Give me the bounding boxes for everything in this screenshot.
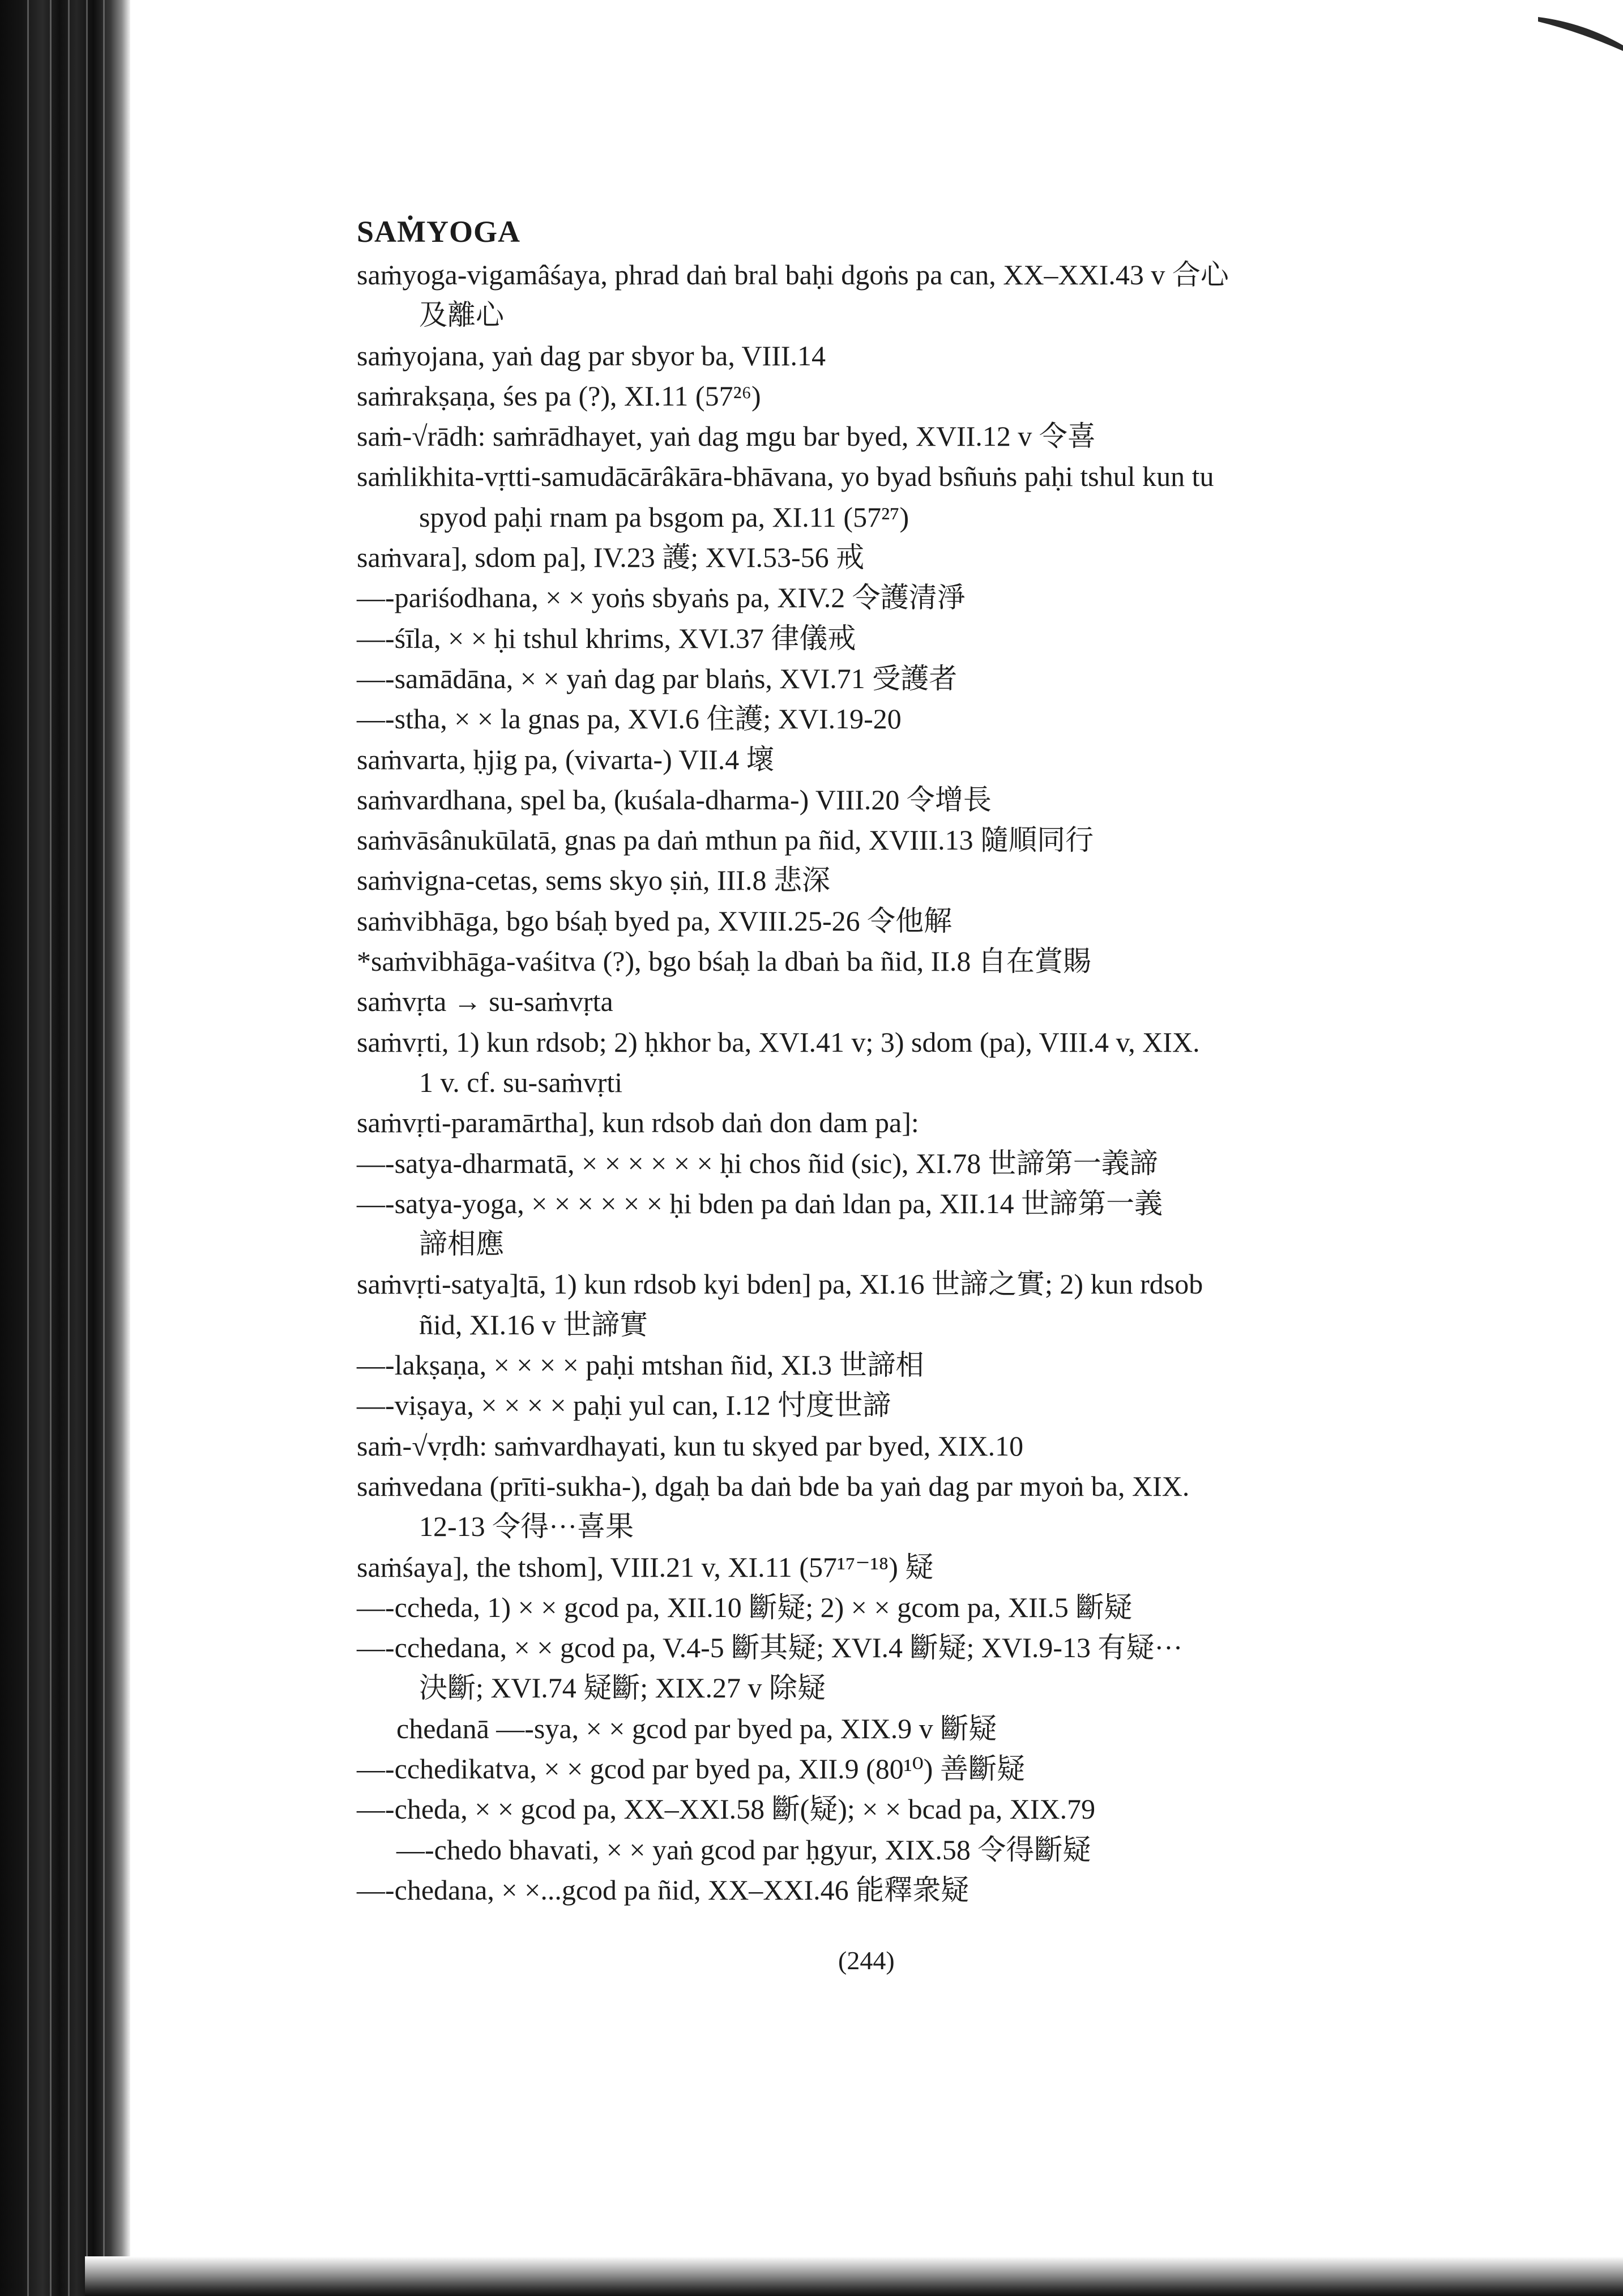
entry-line: —-chedana, × ×...gcod pa ñid, XX–XXI.46 能釋衆疑: [357, 1873, 969, 1906]
entry-line: —-satya-dharmatā, × × × × × × ḥi chos ñid (sic), XI.78 世諦第一義諦: [357, 1147, 1158, 1179]
entry-line: ñid, XI.16 v 世諦實: [419, 1308, 648, 1341]
entry-line: saṁ-√vṛdh: saṁvardhayati, kun tu skyed par byed, XIX.10: [357, 1429, 1024, 1462]
entry-line: —-cchedana, × × gcod pa, V.4-5 斷其疑; XVI.4 斷疑; XVI.9-13 有疑···: [357, 1632, 1183, 1664]
entry-line: saṁśaya], the tshom], VIII.21 v, XI.11 (57¹⁷⁻¹⁸) 疑: [357, 1551, 934, 1583]
entry-line: saṁyoga-vigamâśaya, phrad daṅ bral baḥi dgoṅs pa can, XX–XXI.43 v 合心: [357, 259, 1229, 291]
binding-stripe: [50, 0, 52, 2296]
entry-line: —-cheda, × × gcod pa, XX–XXI.58 斷(疑); × × bcad pa, XIX.79: [357, 1793, 1096, 1825]
entry-line: spyod paḥi rnam pa bsgom pa, XI.11 (57²⁷): [419, 501, 909, 533]
entry-line: 諦相應: [419, 1228, 504, 1260]
entry-line: saṁ-√rādh: saṁrādhayet, yaṅ dag mgu bar byed, XVII.12 v 令喜: [357, 420, 1096, 453]
page-corner-curl: [1538, 11, 1623, 51]
entry-line: —-satya-yoga, × × × × × × ḥi bden pa daṅ ldan pa, XII.14 世諦第一義: [357, 1187, 1163, 1219]
entry-line: saṁvṛti-paramārtha], kun rdsob daṅ don dam pa]:: [357, 1107, 919, 1139]
page-bottom-shadow: [85, 2256, 1623, 2296]
entry-line: —-ccheda, 1) × × gcod pa, XII.10 斷疑; 2) × × gcom pa, XII.5 斷疑: [357, 1591, 1133, 1623]
entry-line: —-śīla, × × ḥi tshul khrims, XVI.37 律儀戒: [357, 622, 856, 654]
entry-line: —-pariśodhana, × × yoṅs sbyaṅs pa, XIV.2 令護清淨: [357, 582, 966, 614]
book-binding-shadow: [0, 0, 130, 2296]
binding-stripe: [27, 0, 29, 2296]
entry-line: 1 v. cf. su-saṁvṛti: [419, 1066, 623, 1098]
binding-stripe: [68, 0, 70, 2296]
entry-line: 及離心: [419, 299, 504, 331]
section-heading: SAṀYOGA: [357, 215, 520, 249]
entry-line: saṁvarta, ḥjig pa, (vivarta-) VII.4 壞: [357, 743, 775, 775]
entry-line: —-viṣaya, × × × × paḥi yul can, I.12 忖度世諦: [357, 1389, 891, 1422]
entry-line: saṁvṛti, 1) kun rdsob; 2) ḥkhor ba, XVI.41 v; 3) sdom (pa), VIII.4 v, XIX.: [357, 1026, 1200, 1058]
binding-stripe: [86, 0, 88, 2296]
entry-line: saṁrakṣaṇa, śes pa (?), XI.11 (57²⁶): [357, 379, 761, 412]
entry-line: saṁvṛta → su-saṁvṛta: [357, 985, 613, 1018]
entry-line: saṁyojana, yaṅ dag par sbyor ba, VIII.14: [357, 339, 826, 372]
entry-line: saṁvāsânukūlatā, gnas pa daṅ mthun pa ñid, XVIII.13 隨順同行: [357, 824, 1094, 856]
entry-line: —-cchedikatva, × × gcod par byed pa, XII.9 (80¹⁰) 善斷疑: [357, 1752, 1025, 1785]
entry-line: —-stha, × × la gnas pa, XVI.6 住護; XVI.19-20: [357, 703, 902, 735]
entry-line: chedanā —-sya, × × gcod par byed pa, XIX.9 v 斷疑: [396, 1712, 997, 1744]
entry-line: *saṁvibhāga-vaśitva (?), bgo bśaḥ la dbaṅ ba ñid, II.8 自在賞賜: [357, 945, 1091, 978]
dictionary-page: [357, 210, 1495, 1910]
entry-line: saṁvedana (prīti-sukha-), dgaḥ ba daṅ bde ba yaṅ dag par myoṅ ba, XIX.: [357, 1470, 1190, 1502]
entry-line: saṁlikhita-vṛtti-samudācārâkāra-bhāvana, yo byad bsñuṅs paḥi tshul kun tu: [357, 460, 1214, 493]
entry-line: saṁvigna-cetas, sems skyo ṣiṅ, III.8 悲深: [357, 864, 830, 897]
binding-stripe: [103, 0, 105, 2296]
entry-line: —-samādāna, × × yaṅ dag par blaṅs, XVI.71 受護者: [357, 662, 958, 694]
entry-line: saṁvardhana, spel ba, (kuśala-dharma-) VIII.20 令增長: [357, 783, 992, 816]
entry-line: saṁvibhāga, bgo bśaḥ byed pa, XVIII.25-26 令他解: [357, 904, 953, 937]
page-number: (244): [838, 1946, 895, 1975]
entry-line: saṁvara], sdom pa], IV.23 護; XVI.53-56 戒: [357, 541, 865, 574]
entry-line: —-chedo bhavati, × × yaṅ gcod par ḥgyur, XIX.58 令得斷疑: [396, 1833, 1091, 1866]
entry-line: —-lakṣaṇa, × × × × paḥi mtshan ñid, XI.3 世諦相: [357, 1349, 924, 1381]
entry-line: saṁvṛti-satya]tā, 1) kun rdsob kyi bden] pa, XI.16 世諦之實; 2) kun rdsob: [357, 1268, 1203, 1300]
entry-line: 決斷; XVI.74 疑斷; XIX.27 v 除疑: [419, 1672, 826, 1704]
entry-line: 12-13 令得···喜果: [419, 1510, 634, 1543]
